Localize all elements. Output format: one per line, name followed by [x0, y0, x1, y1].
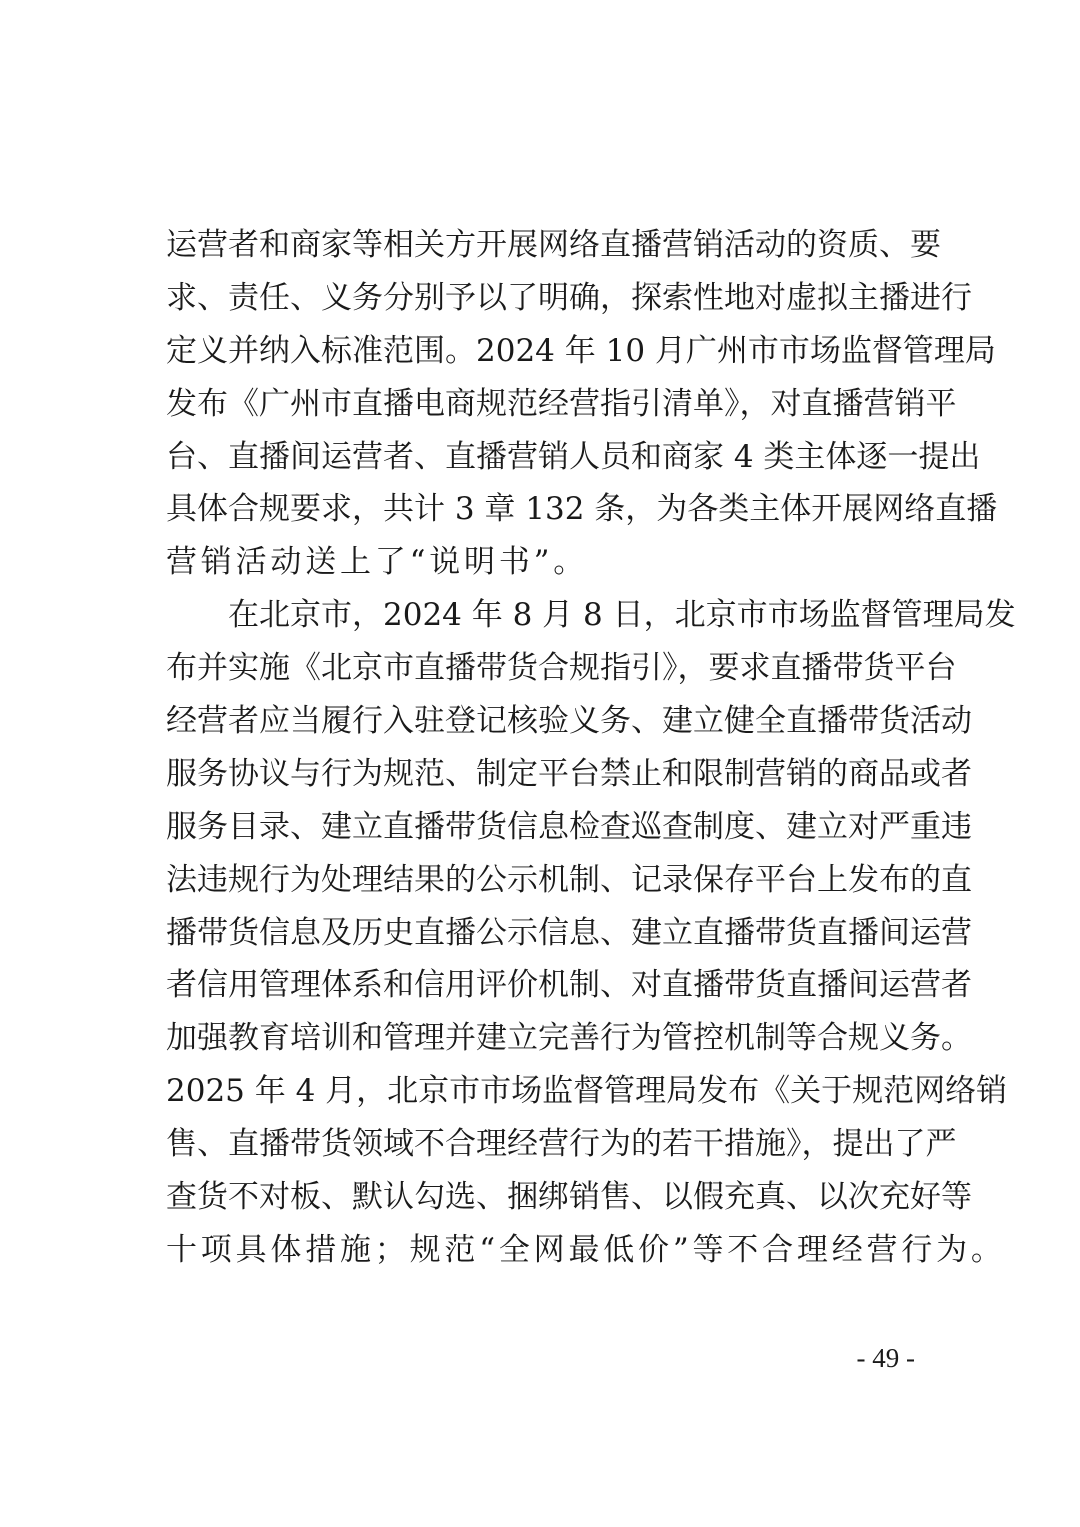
text-line: 求、责任、义务分别予以了明确，探索性地对虚拟主播进行 [166, 279, 972, 316]
body-text [166, 219, 1016, 1277]
text-line: 服务目录、建立直播带货信息检查巡查制度、建立对严重违 [166, 808, 972, 845]
text-line: 售、直播带货领域不合理经营行为的若干措施》，提出了严 [166, 1126, 957, 1163]
text-line: 运营者和商家等相关方开展网络直播营销活动的资质、要 [166, 227, 941, 263]
text-line: 台、直播间运营者、直播营销人员和商家 4 类主体逐一提出 [166, 438, 981, 475]
text-line: 播带货信息及历史直播公示信息、建立直播带货直播间运营 [166, 914, 972, 951]
text-line: 布并实施《北京市直播带货合规指引》，要求直播带货平台 [166, 650, 957, 687]
text-line: 十项具体措施；规范“全网最低价”等不合理经营行为。 [166, 1231, 1006, 1268]
paragraph-first-line: 在北京市，2024 年 8 月 8 日，北京市市场监督管理局发 [228, 597, 1016, 634]
text-line: 发布《广州市直播电商规范经营指引清单》，对直播营销平 [166, 385, 957, 422]
text-line: 营销活动送上了“说明书”。 [166, 544, 589, 581]
text-line: 经营者应当履行入驻登记核验义务、建立健全直播带货活动 [166, 703, 972, 740]
text-line: 者信用管理体系和信用评价机制、对直播带货直播间运营者 [166, 967, 972, 1004]
text-line: 服务协议与行为规范、制定平台禁止和限制营销的商品或者 [166, 755, 972, 792]
text-line: 查货不对板、默认勾选、捆绑销售、以假充真、以次充好等 [166, 1179, 972, 1216]
page-number: - 49 - [856, 1343, 915, 1373]
text-line: 加强教育培训和管理并建立完善行为管控机制等合规义务。 [166, 1020, 972, 1057]
text-line: 具体合规要求，共计 3 章 132 条，为各类主体开展网络直播 [166, 491, 998, 528]
text-line: 2025 年 4 月，北京市市场监督管理局发布《关于规范网络销 [166, 1073, 1008, 1110]
text-line: 定义并纳入标准范围。2024 年 10 月广州市市场监督管理局 [166, 332, 996, 369]
text-line: 法违规行为处理结果的公示机制、记录保存平台上发布的直 [166, 861, 972, 898]
